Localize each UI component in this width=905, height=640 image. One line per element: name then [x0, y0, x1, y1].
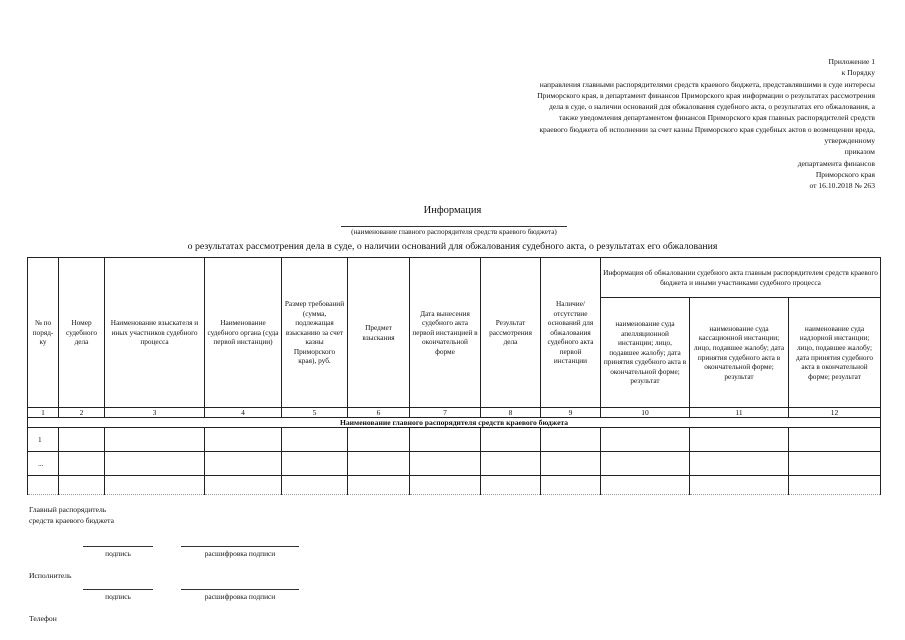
- header-cell-case-number: Номер судебного дела: [59, 258, 105, 408]
- table-row: [28, 452, 881, 476]
- table-cell: [690, 452, 789, 476]
- appendix-line: дела в суде, о наличии оснований для обжалования судебного акта, о результатах его обжалования, а: [549, 102, 875, 112]
- appendix-line: приказом: [844, 147, 875, 157]
- header-cell-appeal-grounds: Наличие/отсутствие оснований для обжалования судебного акта первой инстанции: [541, 258, 601, 408]
- column-number: 8: [481, 408, 541, 418]
- column-number-row: [28, 408, 881, 418]
- header-cell-number: № по поряд-ку: [28, 258, 59, 408]
- table-cell: [28, 476, 59, 495]
- table-cell: [59, 476, 105, 495]
- column-number: 2: [59, 408, 105, 418]
- header-row: [28, 258, 881, 298]
- table-cell: [789, 452, 881, 476]
- header-cell-subject: Предмет взыскания: [348, 258, 410, 408]
- executor-label: Исполнитель: [29, 571, 72, 580]
- header-cell-claim-amount: Размер требований (сумма, подлежащая взысканию за счет казны Приморского края), руб.: [282, 258, 348, 408]
- column-number: 7: [410, 408, 481, 418]
- information-table: [27, 257, 881, 495]
- appendix-line: департамента финансов: [797, 158, 875, 168]
- table-cell: [410, 452, 481, 476]
- table-cell: [105, 452, 205, 476]
- table-cell: [282, 428, 348, 452]
- table-cell: [105, 428, 205, 452]
- table-row: [28, 428, 881, 452]
- column-number: 6: [348, 408, 410, 418]
- org-section-row: [28, 418, 881, 428]
- appendix-line: также уведомления департаментом финансов Приморского края главных распорядителей средств: [558, 113, 875, 123]
- header-cell-supervisory: наименование суда надзорной инстанции; лицо, подавшее жалобу; дата принятия судебного акта в окончательной форме; результат: [789, 298, 881, 408]
- table-cell: [541, 452, 601, 476]
- column-number: 3: [105, 408, 205, 418]
- phone-label: Телефон: [29, 614, 57, 623]
- row-number: 1: [28, 428, 59, 452]
- table-row: [28, 476, 881, 495]
- table-cell: [59, 428, 105, 452]
- header-cell-ruling-date: Дата вынесения судебного акта первой инстанцией в окончательной форме: [410, 258, 481, 408]
- column-number: 10: [601, 408, 690, 418]
- signature-decode-caption: расшифровка подписи: [181, 589, 299, 601]
- appendix-block: [475, 56, 875, 192]
- document-subtitle: о результатах рассмотрения дела в суде, о наличии оснований для обжалования судебного акта, о результатах его обжалования: [187, 241, 718, 252]
- column-number: 9: [541, 408, 601, 418]
- table-cell: [205, 476, 282, 495]
- header-cell-cassation: наименование суда кассационной инстанции; лицо, подавшее жалобу; дата принятия судебного акта в окончательной форме; результат: [690, 298, 789, 408]
- org-name-caption: (наименование главного распорядителя средств краевого бюджета): [341, 226, 567, 236]
- appendix-line: краевого бюджета об исполнении за счет казны Приморского края судебных актов о возмещении вреда,: [539, 124, 875, 134]
- table-cell: [410, 428, 481, 452]
- table-cell: [282, 476, 348, 495]
- header-cell-claimant: Наименование взыскателя и иных участников судебного процесса: [105, 258, 205, 408]
- appendix-line: направления главными распорядителями средств краевого бюджета, представлявшими в суде интересы: [539, 79, 875, 89]
- signature-caption: подпись: [83, 589, 153, 601]
- appendix-line: от 16.10.2018 № 263: [809, 181, 875, 191]
- table-cell: [481, 476, 541, 495]
- head-signatory-line1: Главный распорядитель: [29, 505, 107, 514]
- column-number: 11: [690, 408, 789, 418]
- head-signatory-label: [29, 504, 114, 526]
- table-cell: [348, 428, 410, 452]
- table-cell: [348, 452, 410, 476]
- document-title: Информация: [423, 205, 482, 216]
- column-number: 5: [282, 408, 348, 418]
- table-cell: [481, 452, 541, 476]
- table-cell: [205, 428, 282, 452]
- header-cell-appeal-group: Информация об обжаловании судебного акта главным распорядителем средств краевого бюджета и иными участниками судебного процесса: [601, 258, 881, 298]
- document-title-wrap: [0, 205, 905, 216]
- column-number: 1: [28, 408, 59, 418]
- table-cell: [690, 476, 789, 495]
- appendix-line: к Порядку: [841, 68, 875, 78]
- header-cell-court: Наименование судебного органа (суда первой инстанции): [205, 258, 282, 408]
- appendix-line: Приложение 1: [828, 57, 875, 66]
- table-cell: [410, 476, 481, 495]
- column-number: 4: [205, 408, 282, 418]
- table-cell: [789, 428, 881, 452]
- signature-caption: подпись: [83, 546, 153, 558]
- table-cell: [601, 428, 690, 452]
- header-cell-appellate: наименование суда апелляционной инстанции; лицо, подавшее жалобу; дата принятия судебного акта в окончательной форме; результат: [601, 298, 690, 408]
- table-cell: [690, 428, 789, 452]
- row-number: ...: [28, 452, 59, 476]
- table-cell: [282, 452, 348, 476]
- appendix-line: Приморского края: [815, 169, 875, 179]
- column-number: 12: [789, 408, 881, 418]
- table-cell: [541, 476, 601, 495]
- table-cell: [789, 476, 881, 495]
- signature-decode-caption: расшифровка подписи: [181, 546, 299, 558]
- table-cell: [481, 428, 541, 452]
- table-cell: [205, 452, 282, 476]
- header-cell-result: Результат рассмотрения дела: [481, 258, 541, 408]
- table-cell: [348, 476, 410, 495]
- table-cell: [601, 452, 690, 476]
- table-cell: [59, 452, 105, 476]
- table-cell: [601, 476, 690, 495]
- appendix-line: Приморского края, в департамент финансов Приморского края информации о результатах рассмотрения: [537, 90, 875, 100]
- head-signatory-line2: средств краевого бюджета: [29, 516, 114, 525]
- table-cell: [105, 476, 205, 495]
- table-cell: [541, 428, 601, 452]
- appendix-line: утвержденному: [824, 136, 875, 146]
- org-section-label: Наименование главного распорядителя средств краевого бюджета: [28, 418, 881, 428]
